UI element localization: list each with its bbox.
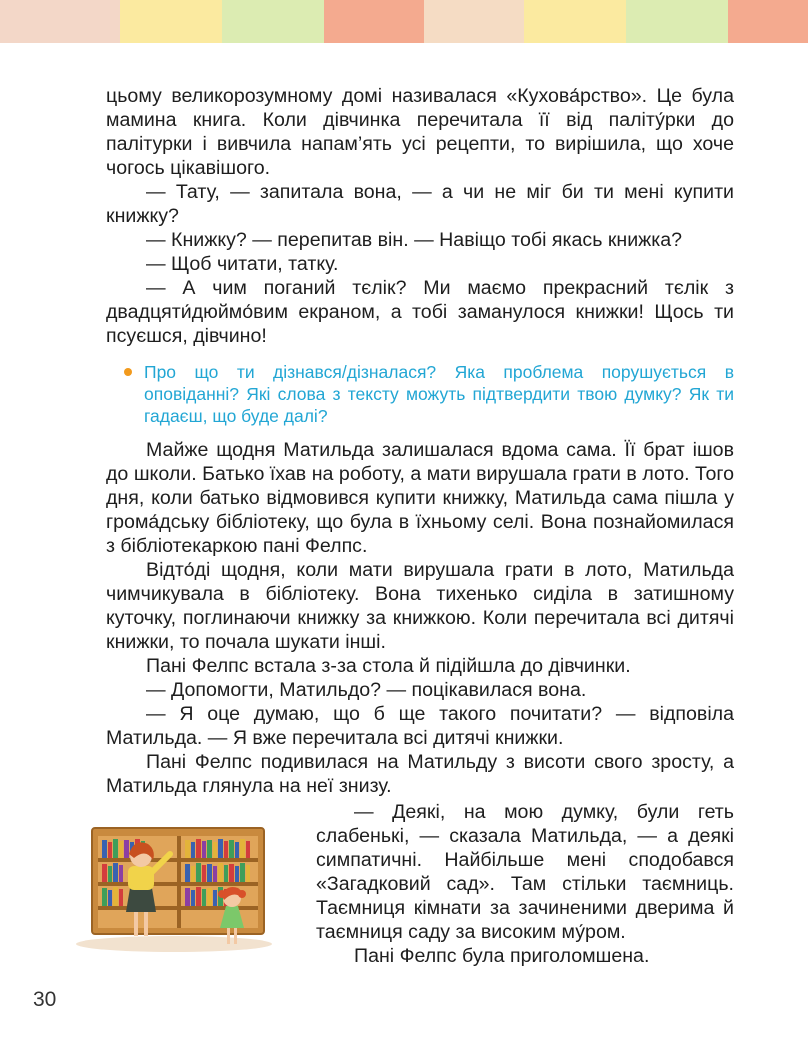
- comprehension-question: [106, 361, 734, 427]
- band-segment: [524, 0, 626, 43]
- paragraph: — Книжку? — перепитав він. — Навіщо тобі якась книжка?: [146, 229, 683, 251]
- color-band-header: [0, 0, 808, 43]
- band-segment: [120, 0, 222, 43]
- band-segment: [424, 0, 524, 43]
- band-segment: [626, 0, 728, 43]
- paragraph: Відто́ді щодня, коли мати вирушала грати в лото, Матильда чимчикувала в бібліотеку. Вона тихенько сиділа в затишному куточку, поглинаючи книжку за книжкою. Коли перечитала всі дитячі книжки, то почала шукати інші.: [106, 559, 734, 653]
- band-segment: [324, 0, 424, 43]
- paragraph: — Тату, — запитала вона, — а чи не міг би ти мені купити книжку?: [106, 181, 734, 227]
- paragraph: — Допомогти, Матильдо? — поцікавилася вона.: [146, 679, 587, 701]
- page-number: 30: [33, 988, 57, 1011]
- paragraph: Пані Фелпс подивилася на Матильду з висоти свого зросту, а Матильда глянула на неї знизу.: [106, 751, 734, 797]
- floor-shadow: [76, 936, 272, 952]
- paragraph: цьому великорозумному домі називалася «Кухова́рство». Це була мамина книга. Коли дівчинка перечитала її від паліту́рки до палітурки і вивчила напам’ять усі рецепти, то вирішила, що хоче чогось цікавішого.: [106, 85, 734, 179]
- band-segment: [0, 0, 120, 43]
- library-bookshelf-girls-illustration: [74, 824, 274, 954]
- shelf-divider: [177, 836, 181, 928]
- paragraph: Майже щодня Матильда залишалася вдома сама. Її брат ішов до школи. Батько їхав на роботу, а мати вирушала грати в лото. Того дня, коли батько відмовився купити книжку, Матильда сама пішла у грома́дську бібліотеку, що була в їхньому селі. Вона познайомилася з бібліотекаркою пані Фелпс.: [106, 439, 734, 557]
- paragraph: — А чим поганий тєлік? Ми маємо прекрасний тєлік з двадцяти́дюймо́вим екраном, а тобі заманулося книжки! Щось ти псуєшся, дівчино!: [106, 277, 734, 347]
- bullet-icon: [124, 368, 132, 376]
- band-segment: [728, 0, 808, 43]
- band-segment: [222, 0, 324, 43]
- paragraph: Пані Фелпс була приголомшена.: [354, 945, 650, 967]
- paragraph: — Деякі, на мою думку, були геть слабенькі, — сказала Матильда, — а деякі симпатичні. Найбільше мені сподобався «Загадковий сад». Там стільки таємниць. Таємниця кімнати за зачиненими дверима й таємниця саду за високим му́ром.: [316, 801, 734, 943]
- paragraph: Пані Фелпс встала з-за стола й підійшла до дівчинки.: [146, 655, 631, 677]
- paragraph: — Щоб читати, татку.: [146, 253, 339, 275]
- side-column: [316, 800, 734, 968]
- paragraph: — Я оце думаю, що б ще такого почитати? — відповіла Матильда. — Я вже перечитала всі дитячі книжки.: [106, 703, 734, 749]
- question-text: Про що ти дізнався/дізналася? Яка проблема порушується в оповіданні? Які слова з тексту можуть підтвердити твою думку? Як ти гадаєш, що буде далі?: [144, 362, 734, 426]
- illustration-svg: [74, 824, 274, 954]
